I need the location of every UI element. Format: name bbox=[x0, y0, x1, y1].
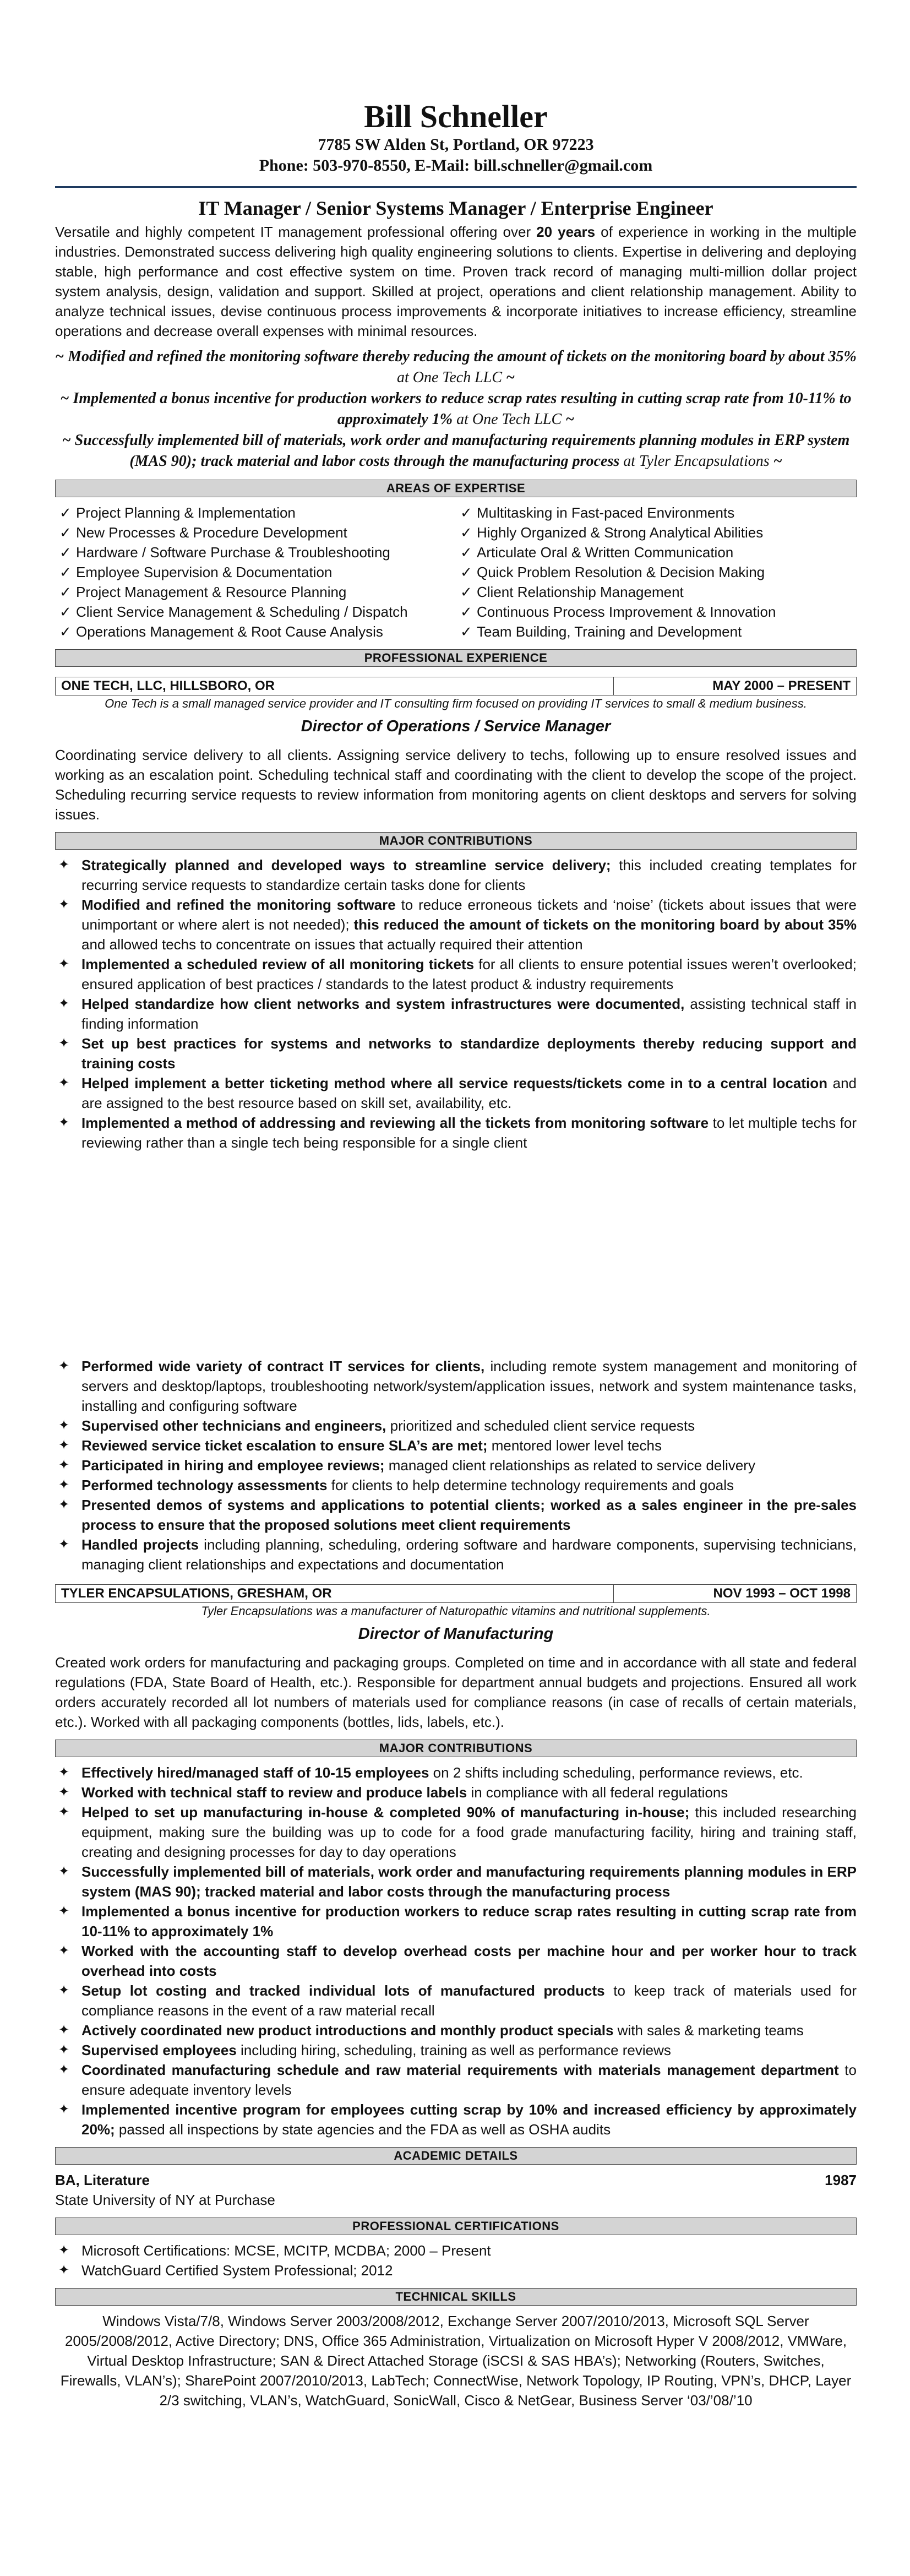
check-icon: ✓ bbox=[59, 584, 72, 600]
check-icon: ✓ bbox=[59, 604, 72, 620]
employment-dates: MAY 2000 – PRESENT bbox=[712, 678, 851, 693]
check-icon: ✓ bbox=[460, 564, 472, 580]
list-item: ✓ Client Service Management & Scheduling / Dispatch bbox=[55, 602, 456, 622]
list-item: ✦ Actively coordinated new product introductions and monthly product specials with sales & marketing teams bbox=[55, 2020, 857, 2040]
check-icon: ✓ bbox=[59, 524, 72, 541]
check-icon: ✓ bbox=[59, 623, 72, 640]
bullet-icon: ✦ bbox=[58, 1418, 70, 1433]
achievement-2: ~ Implemented a bonus incentive for production workers to reduce scrap rates resulting in cutting scrap rate from 10-11% to approximately 1% at One Tech LLC ~ bbox=[60, 390, 852, 428]
contact-line: Phone: 503-970-8550, E-Mail: bill.schneller@gmail.com bbox=[259, 156, 653, 175]
contributions-heading: MAJOR CONTRIBUTIONS bbox=[55, 832, 857, 850]
bullet-icon: ✦ bbox=[58, 1075, 70, 1090]
list-item: ✦ Successfully implemented bill of materials, work order and manufacturing requirements planning modules in ERP system (MAS 90); tracked material and labor costs through the manufacturing process bbox=[55, 1862, 857, 1901]
contributions-list-continued bbox=[55, 1356, 857, 1574]
list-item: ✓ Quick Problem Resolution & Decision Making bbox=[456, 562, 857, 582]
list-item: ✦ Microsoft Certifications: MCSE, MCITP, MCDBA; 2000 – Present bbox=[55, 2241, 857, 2260]
experience-heading: PROFESSIONAL EXPERIENCE bbox=[55, 649, 857, 667]
bullet-icon: ✦ bbox=[58, 1864, 70, 1879]
list-item: ✦ Supervised employees including hiring, scheduling, training as well as performance reviews bbox=[55, 2040, 857, 2060]
list-item: ✓ Articulate Oral & Written Communication bbox=[456, 542, 857, 562]
list-item: ✦ Performed technology assessments for clients to help determine technology requirements and goals bbox=[55, 1475, 857, 1495]
check-icon: ✓ bbox=[460, 544, 472, 561]
employer-name: TYLER ENCAPSULATIONS, GRESHAM, OR bbox=[56, 1585, 614, 1602]
company-description: One Tech is a small managed service provider and IT consulting firm focused on providing IT services to small & medium business. bbox=[105, 697, 807, 710]
achievement-3: ~ Successfully implemented bill of materials, work order and manufacturing requirements planning modules in ERP system (MAS 90); track material and labor costs through the manufacturing process at Tyler Encapsulations ~ bbox=[62, 432, 850, 470]
skills-heading: TECHNICAL SKILLS bbox=[55, 2288, 857, 2306]
list-item: ✦ Effectively hired/managed staff of 10-15 employees on 2 shifts including scheduling, performance reviews, etc. bbox=[55, 1763, 857, 1782]
list-item: ✦ Participated in hiring and employee reviews; managed client relationships as related to service delivery bbox=[55, 1455, 857, 1475]
list-item: ✓ Employee Supervision & Documentation bbox=[55, 562, 456, 582]
list-item: ✓ Highly Organized & Strong Analytical Abilities bbox=[456, 523, 857, 542]
resume-page bbox=[55, 99, 857, 2410]
employer-name: ONE TECH, LLC, HILLSBORO, OR bbox=[56, 677, 614, 695]
bullet-icon: ✦ bbox=[58, 2243, 70, 2258]
list-item: ✦ Implemented a scheduled review of all monitoring tickets for all clients to ensure potential issues weren’t overlooked; ensured application of best practices / standards to the latest product & industry requirements bbox=[55, 954, 857, 994]
bullet-icon: ✦ bbox=[58, 1036, 70, 1051]
graduation-year: 1987 bbox=[825, 2172, 857, 2188]
bullet-icon: ✦ bbox=[58, 1765, 70, 1780]
list-item: ✦ Handled projects including planning, scheduling, ordering software and hardware components, supervising technicians, managing client relationships and expectations and documentation bbox=[55, 1535, 857, 1574]
achievement-1: ~ Modified and refined the monitoring software thereby reducing the amount of tickets on the monitoring board by about 35% at One Tech LLC ~ bbox=[55, 348, 857, 386]
employment-dates: NOV 1993 – OCT 1998 bbox=[713, 1586, 851, 1601]
bullet-icon: ✦ bbox=[58, 2023, 70, 2037]
list-item: ✦ Supervised other technicians and engineers, prioritized and scheduled client service requests bbox=[55, 1416, 857, 1436]
bullet-icon: ✦ bbox=[58, 957, 70, 971]
bullet-icon: ✦ bbox=[58, 996, 70, 1011]
list-item: ✦ Implemented incentive program for employees cutting scrap by 10% and increased efficiency by approximately 20%; passed all inspections by state agencies and the FDA as well as OSHA audits bbox=[55, 2100, 857, 2139]
bullet-icon: ✦ bbox=[58, 1358, 70, 1373]
certifications-list bbox=[55, 2241, 857, 2280]
list-item: ✓ Continuous Process Improvement & Innovation bbox=[456, 602, 857, 622]
list-item: ✦ Implemented a method of addressing and reviewing all the tickets from monitoring software to let multiple techs for reviewing rather than a single tech being responsible for a single client bbox=[55, 1113, 857, 1153]
bullet-icon: ✦ bbox=[58, 897, 70, 912]
expertise-columns bbox=[55, 503, 857, 642]
bullet-icon: ✦ bbox=[58, 857, 70, 872]
list-item: ✦ Performed wide variety of contract IT services for clients, including remote system management and monitoring of servers and desktop/laptops, troubleshooting network/system/application issues, network and system maintenance tasks, installing and configuring software bbox=[55, 1356, 857, 1416]
list-item: ✓ Project Management & Resource Planning bbox=[55, 582, 456, 602]
list-item: ✦ Worked with technical staff to review and produce labels in compliance with all federal regulations bbox=[55, 1782, 857, 1802]
candidate-name: Bill Schneller bbox=[364, 99, 548, 134]
list-item: ✦ Set up best practices for systems and networks to standardize deployments thereby reducing support and training costs bbox=[55, 1034, 857, 1073]
list-item: ✓ Operations Management & Root Cause Analysis bbox=[55, 622, 456, 642]
list-item: ✦ Coordinated manufacturing schedule and raw material requirements with materials management department to ensure adequate inventory levels bbox=[55, 2060, 857, 2100]
list-item: ✓ Client Relationship Management bbox=[456, 582, 857, 602]
bullet-icon: ✦ bbox=[58, 2263, 70, 2278]
list-item: ✦ Helped implement a better ticketing method where all service requests/tickets come in to a central location and are assigned to the best resource based on skill set, availability, etc. bbox=[55, 1073, 857, 1113]
list-item: ✦ Setup lot costing and tracked individual lots of manufactured products to keep track of materials used for compliance reasons in the event of a raw material recall bbox=[55, 1981, 857, 2020]
check-icon: ✓ bbox=[59, 564, 72, 580]
check-icon: ✓ bbox=[460, 604, 472, 620]
education-heading: ACADEMIC DETAILS bbox=[55, 2147, 857, 2165]
bullet-icon: ✦ bbox=[58, 1983, 70, 1998]
contributions-list bbox=[55, 855, 857, 1153]
check-icon: ✓ bbox=[460, 504, 472, 521]
check-icon: ✓ bbox=[59, 544, 72, 561]
address-line: 7785 SW Alden St, Portland, OR 97223 bbox=[318, 135, 594, 154]
expertise-left-list bbox=[55, 503, 456, 642]
role-title: Director of Manufacturing bbox=[358, 1625, 554, 1643]
list-item: ✦ Strategically planned and developed ways to streamline service delivery; this included creating templates for recurring service requests to standardize certain tasks done for clients bbox=[55, 855, 857, 895]
bullet-icon: ✦ bbox=[58, 1477, 70, 1492]
bullet-icon: ✦ bbox=[58, 1497, 70, 1512]
bullet-icon: ✦ bbox=[58, 1438, 70, 1453]
list-item: ✦ Implemented a bonus incentive for production workers to reduce scrap rates resulting in cutting scrap rate from 10-11% to approximately 1% bbox=[55, 1901, 857, 1941]
skills-text: Windows Vista/7/8, Windows Server 2003/2008/2012, Exchange Server 2007/2010/2013, Microsoft SQL Server 2005/2008/2012, Active Directory; DNS, Office 365 Administration, Virtualization on Microsoft Hyper V 2008/2012, VMWare, Virtual Desktop Infrastructure; SAN & Direct Attached Storage (iSCSI & SAS HBA’s); Networking (Routers, Switches, Firewalls, VLAN’s); SharePoint 2007/2010/2013, LabTech; ConnectWise, Network Topology, IP Routing, VPN’s, DHCP, Layer 2/3 switching, VLAN’s, WatchGuard, SonicWall, Cisco & NetGear, Business Server ‘03/’08/’10 bbox=[60, 2313, 852, 2409]
bullet-icon: ✦ bbox=[58, 1537, 70, 1552]
role-summary: Coordinating service delivery to all clients. Assigning service delivery to techs, following up to ensure resolved issues and working as an escalation point. Scheduling technical staff and coordinating with the client to develop the scope of the project. Scheduling recurring service requests to review information from monitoring agents on client desktops and servers for solving issues. bbox=[55, 747, 857, 823]
bullet-icon: ✦ bbox=[58, 1943, 70, 1958]
school: State University of NY at Purchase bbox=[55, 2192, 275, 2208]
employer-row-tyler bbox=[55, 1584, 857, 1603]
company-description: Tyler Encapsulations was a manufacturer of Naturopathic vitamins and nutritional supplements. bbox=[201, 1604, 711, 1618]
role-title: Director of Operations / Service Manager bbox=[301, 718, 611, 735]
certifications-heading: PROFESSIONAL CERTIFICATIONS bbox=[55, 2218, 857, 2235]
bullet-icon: ✦ bbox=[58, 2062, 70, 2077]
bullet-icon: ✦ bbox=[58, 2042, 70, 2057]
bullet-icon: ✦ bbox=[58, 1805, 70, 1819]
check-icon: ✓ bbox=[59, 504, 72, 521]
role-summary: Created work orders for manufacturing and packaging groups. Completed on time and in accordance with all state and federal regulations (FDA, State Board of Health, etc.). Responsible for department annual budgets and projections. Ensured all work orders accurately recorded all lot numbers of materials used for compliance reasons (in case of recalls of certain materials, etc.). Worked with all packaging components (bottles, lids, labels, etc.). bbox=[55, 1654, 857, 1730]
contributions-heading: MAJOR CONTRIBUTIONS bbox=[55, 1740, 857, 1757]
bullet-icon: ✦ bbox=[58, 1115, 70, 1130]
bullet-icon: ✦ bbox=[58, 1785, 70, 1800]
list-item: ✓ Team Building, Training and Development bbox=[456, 622, 857, 642]
list-item: ✓ Multitasking in Fast-paced Environments bbox=[456, 503, 857, 523]
check-icon: ✓ bbox=[460, 524, 472, 541]
degree-row bbox=[55, 2170, 857, 2190]
bullet-icon: ✦ bbox=[58, 1904, 70, 1919]
expertise-right-list bbox=[456, 503, 857, 642]
page-break-gap bbox=[55, 1153, 857, 1356]
list-item: ✓ Hardware / Software Purchase & Troubleshooting bbox=[55, 542, 456, 562]
check-icon: ✓ bbox=[460, 623, 472, 640]
contributions-list-tyler bbox=[55, 1763, 857, 2139]
bullet-icon: ✦ bbox=[58, 1458, 70, 1472]
summary-paragraph: Versatile and highly competent IT management professional offering over 20 years of experience in working in the multiple industries. Demonstrated success delivering high quality engineering solutions to clients. Expertise in delivering and deploying stable, high performance and cost effective system on time. Proven track record of managing multi-million dollar project system analysis, design, validation and support. Skilled at project, operations and client relationship management. Ability to analyze technical issues, devise continuous process improvements & incorporate initiatives to increase efficiency, streamline operations and decrease overall expenses with minimal resources. bbox=[55, 224, 857, 339]
list-item: ✓ Project Planning & Implementation bbox=[55, 503, 456, 523]
employer-row-onetech bbox=[55, 677, 857, 695]
list-item: ✦ Helped standardize how client networks and system infrastructures were documented, assisting technical staff in finding information bbox=[55, 994, 857, 1034]
list-item: ✦ Reviewed service ticket escalation to ensure SLA’s are met; mentored lower level techs bbox=[55, 1436, 857, 1455]
header-divider bbox=[55, 186, 857, 188]
list-item: ✓ New Processes & Procedure Development bbox=[55, 523, 456, 542]
bullet-icon: ✦ bbox=[58, 2102, 70, 2117]
expertise-heading: AREAS OF EXPERTISE bbox=[55, 480, 857, 497]
check-icon: ✓ bbox=[460, 584, 472, 600]
list-item: ✦ Helped to set up manufacturing in-house & completed 90% of manufacturing in-house; this included researching equipment, making sure the building was up to code for a food grade manufacturing facility, hiring and training staff, creating and designing processes for day to day operations bbox=[55, 1802, 857, 1862]
professional-title: IT Manager / Senior Systems Manager / Enterprise Engineer bbox=[198, 197, 713, 219]
list-item: ✦ Presented demos of systems and applications to potential clients; worked as a sales engineer in the pre-sales process to ensure that the proposed solutions meet client requirements bbox=[55, 1495, 857, 1535]
list-item: ✦ Modified and refined the monitoring software to reduce erroneous tickets and ‘noise’ (tickets about issues that were unimportant or where alert is not needed); this reduced the amount of tickets on the monitoring board by about 35% and allowed techs to concentrate on issues that actually required their attention bbox=[55, 895, 857, 954]
list-item: ✦ WatchGuard Certified System Professional; 2012 bbox=[55, 2260, 857, 2280]
degree: BA, Literature bbox=[55, 2172, 150, 2188]
list-item: ✦ Worked with the accounting staff to develop overhead costs per machine hour and per worker hour to track overhead into costs bbox=[55, 1941, 857, 1981]
